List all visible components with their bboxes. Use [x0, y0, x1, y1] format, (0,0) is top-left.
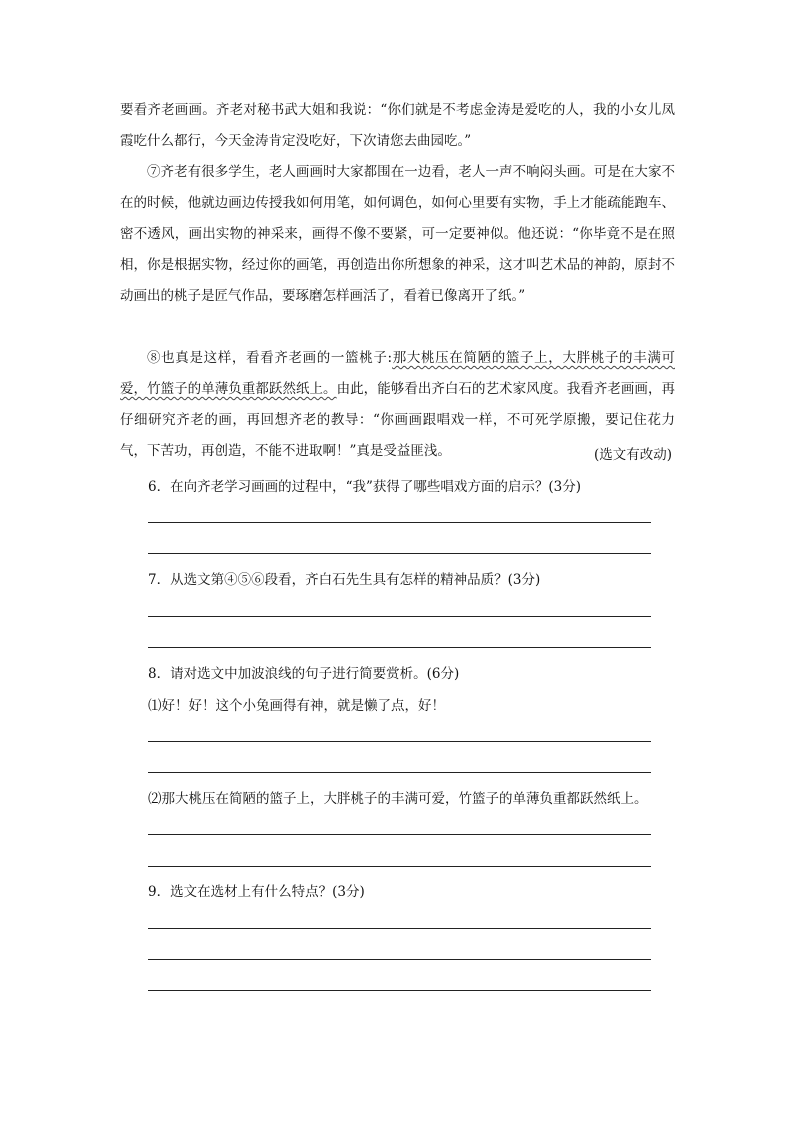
question-8: 8．请对选文中加波浪线的句子进行简要赏析。(6分): [148, 666, 460, 682]
wavy-underlined-sentence: 那大桃压在简陋的篮子上，大胖桃子的丰满可爱，竹篮子的单薄负重都跃然纸上。: [120, 350, 675, 397]
answer-line[interactable]: [148, 834, 651, 835]
question-9: 9．选文在选材上有什么特点？(3分): [148, 884, 365, 900]
answer-line[interactable]: [148, 522, 651, 523]
answer-line[interactable]: [148, 741, 651, 742]
answer-line[interactable]: [148, 616, 651, 617]
passage-paragraph-8: [120, 343, 675, 467]
answer-line[interactable]: [148, 990, 651, 991]
question-7: 7．从选文第④⑤⑥段看，齐白石先生具有怎样的精神品质？(3分): [148, 572, 541, 588]
question-8-part-2: ⑵那大桃压在简陋的篮子上，大胖桃子的丰满可爱，竹篮子的单薄负重都跃然纸上。: [148, 791, 648, 807]
passage-paragraph-continued: 要看齐老画画。齐老对秘书武大姐和我说：“你们就是不考虑金涛是爱吃的人，我的小女儿凤霞吃什么都行，今天金涛肯定没吃好，下次请您去曲园吃。”: [120, 102, 675, 149]
question-8-part-1: ⑴好！好！这个小兔画得有神，就是懒了点，好！: [148, 698, 445, 714]
paragraph-8-lead: ⑧也真是这样，看看齐老画的一篮桃子:: [147, 350, 393, 366]
answer-line[interactable]: [148, 553, 651, 554]
answer-line[interactable]: [148, 866, 651, 867]
answer-line[interactable]: [148, 928, 651, 929]
paragraph-8-tail: 由此，能够看出齐白石的艺术家风度。我看齐老画画，再仔细研究齐老的画，再回想齐老的教导：“你画画跟唱戏一样，不可死学原搬，要记住花力气，下苦功，再创造，不能不进取啊！”真是受益匪浅。: [120, 381, 676, 459]
answer-line[interactable]: [148, 647, 651, 648]
question-6: 6．在向齐老学习画画的过程中，“我”获得了哪些唱戏方面的启示？(3分): [148, 479, 582, 495]
source-note: (选文有改动): [593, 447, 672, 463]
answer-line[interactable]: [148, 772, 651, 773]
passage-paragraph-7: ⑦齐老有很多学生，老人画画时大家都围在一边看，老人一声不响闷头画。可是在大家不在的时候，他就边画边传授我如何用笔，如何调色，如何心里要有实物，手上才能疏能跑车、密不透风，画出实物的神采来，画得不像不要紧，可一定要神似。他还说：“你毕竟不是在照相，你是根据实物，经过你的画笔，再创造出你所想象的神采，这才叫艺术品的神韵，原封不动画出的桃子是匠气作品，要琢磨怎样画活了，看着已像离开了纸。”: [120, 164, 675, 304]
answer-line[interactable]: [148, 959, 651, 960]
